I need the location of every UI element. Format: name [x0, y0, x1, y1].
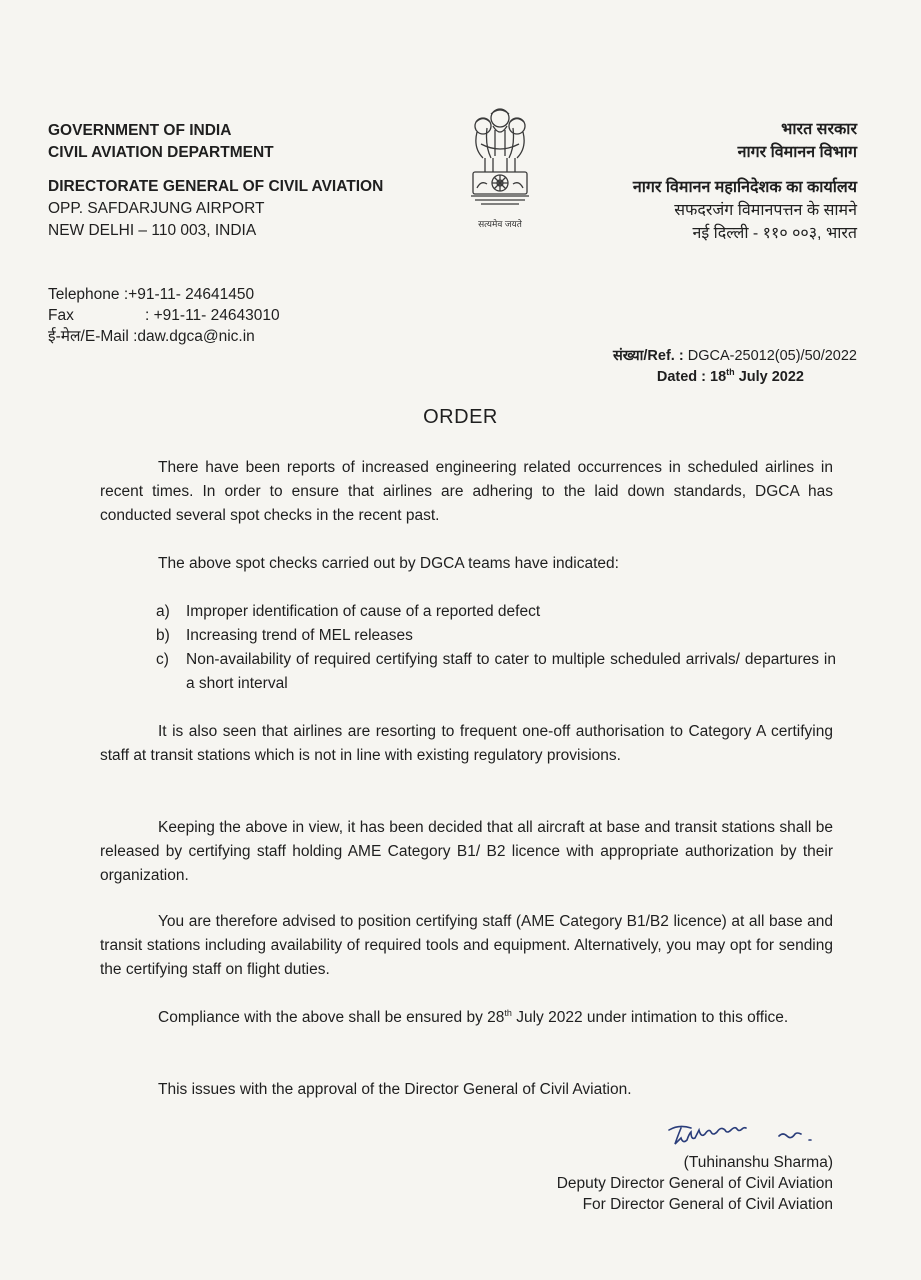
paragraph-6: [100, 1006, 833, 1030]
national-emblem: [456, 104, 544, 234]
fax-row: [48, 305, 280, 326]
dated-row: [517, 367, 857, 388]
government-line: GOVERNMENT OF INDIA: [48, 122, 232, 139]
hindi-directorate-line: नागर विमानन महानिदेशक का कार्यालय: [632, 179, 857, 196]
sender-address-english: [48, 120, 458, 242]
hindi-address-line-2: नई दिल्ली - ११० ००३, भारत: [692, 225, 857, 242]
list-item-text: Improper identification of cause of a reported defect: [186, 603, 541, 620]
paragraph-4-text: Keeping the above in view, it has been decided that all aircraft at base and transit stations shall be released by certifying staff holding AME Category B1/ B2 licence with appropriate authorization by their organization.: [100, 819, 833, 884]
reference-label: संख्या/Ref. :: [612, 348, 688, 364]
list-item-text: Non-availability of required certifying staff to cater to multiple scheduled arrivals/ departures in a short interval: [186, 651, 836, 692]
paragraph-2: [100, 552, 833, 576]
paragraph-3-text: It is also seen that airlines are resorting to frequent one-off authorisation to Category A certifying staff at transit stations which is not in line with existing regulatory provisions.: [100, 723, 833, 764]
address-line-2: NEW DELHI – 110 003, INDIA: [48, 222, 257, 239]
reference-number: DGCA-25012(05)/50/2022: [687, 348, 857, 364]
fax-label: Fax: [48, 307, 74, 324]
list-item-label: c): [156, 651, 169, 668]
list-item-text: Increasing trend of MEL releases: [186, 627, 413, 644]
reference-row: [517, 346, 857, 367]
paragraph-1: [100, 456, 833, 528]
hindi-department-line: नागर विमानन विभाग: [737, 144, 857, 161]
paragraph-5: [100, 910, 833, 982]
list-item: [156, 648, 836, 696]
paragraph-4: [100, 816, 833, 888]
department-line: CIVIL AVIATION DEPARTMENT: [48, 144, 274, 161]
list-item: [156, 624, 836, 648]
sender-address-hindi: [537, 118, 857, 245]
paragraph-5-text: You are therefore advised to position certifying staff (AME Category B1/B2 licence) at all base and transit stations including availability of required tools and equipment. Alternatively, you may opt for sending the certifying staff on flight duties.: [100, 913, 833, 978]
email-address: daw.dgca@nic.in: [137, 328, 255, 345]
compliance-text-start: Compliance with the above shall be ensured by 28: [158, 1009, 505, 1026]
directorate-line: DIRECTORATE GENERAL OF CIVIL AVIATION: [48, 178, 384, 195]
document-title: ORDER: [423, 406, 498, 428]
email-label: ई-मेल/E-Mail :: [48, 328, 138, 345]
address-line-1: OPP. SAFDARJUNG AIRPORT: [48, 200, 265, 217]
paragraph-7: [100, 1078, 833, 1102]
findings-list: [156, 600, 836, 696]
list-item: [156, 600, 836, 624]
compliance-text-end: July 2022 under intimation to this office.: [511, 1009, 789, 1026]
telephone-row: [48, 284, 280, 305]
reference-block: [517, 346, 857, 388]
paragraph-1-text: There have been reports of increased engineering related occurrences in scheduled airlines in recent times. In order to ensure that airlines are adhering to the laid down standards, DGCA has conducted several spot checks in the recent past.: [100, 459, 833, 524]
paragraph-6-text: [100, 1006, 833, 1030]
signatory-designation: Deputy Director General of Civil Aviation: [556, 1175, 833, 1192]
contact-details: [48, 284, 280, 347]
dated-label: Dated :: [656, 369, 711, 385]
compliance-date-suffix: th: [504, 1007, 512, 1018]
dated-month-year: July 2022: [734, 369, 804, 385]
list-item-label: b): [156, 627, 170, 644]
hindi-government-line: भारत सरकार: [781, 121, 857, 138]
paragraph-2-text: The above spot checks carried out by DGCA teams have indicated:: [158, 555, 619, 572]
telephone-label: Telephone :: [48, 286, 129, 303]
dated-day: 18: [710, 369, 727, 385]
handwritten-signature-icon: [659, 1120, 829, 1150]
dated-suffix: th: [726, 367, 735, 378]
signatory-name: (Tuhinanshu Sharma): [683, 1154, 833, 1171]
signature-block: [473, 1152, 833, 1215]
emblem-motto: सत्यमेव जयते: [478, 219, 522, 229]
email-row: [48, 326, 280, 347]
list-item-label: a): [156, 603, 170, 620]
fax-number: : +91-11- 24643010: [145, 307, 280, 324]
paragraph-3: [100, 720, 833, 768]
telephone-number: +91-11- 24641450: [128, 286, 255, 303]
paragraph-7-text: This issues with the approval of the Director General of Civil Aviation.: [158, 1081, 632, 1098]
hindi-address-line-1: सफदरजंग विमानपत्तन के सामने: [674, 202, 857, 219]
signatory-authority: For Director General of Civil Aviation: [582, 1196, 833, 1213]
lion-capital-icon: [463, 104, 537, 216]
